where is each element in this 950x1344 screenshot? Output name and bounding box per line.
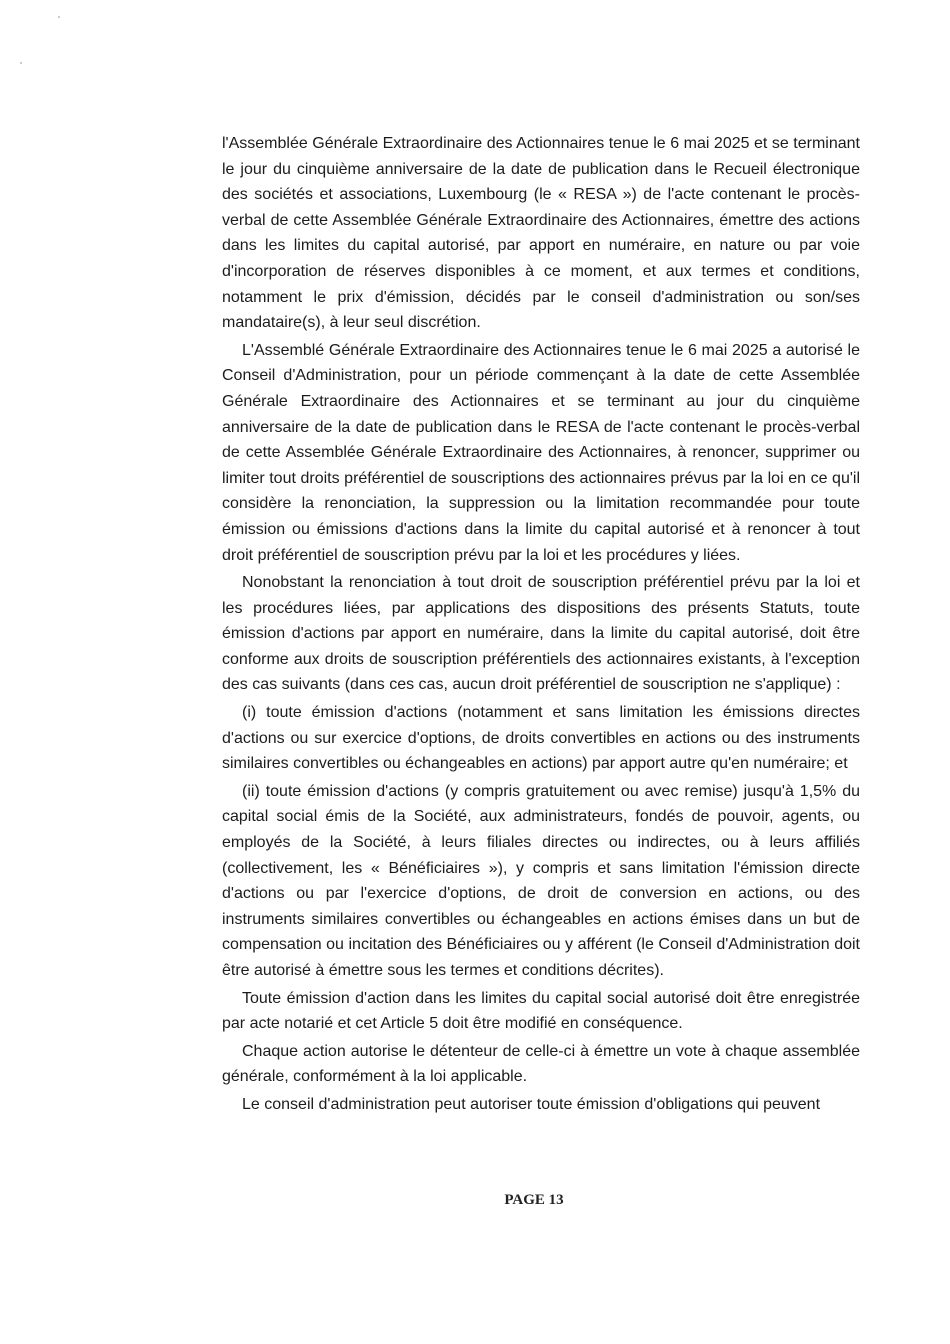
paragraph-exception-i: (i) toute émission d'actions (notamment et sans limitation les émissions directes d'actions ou sur exercice d'options, de droits convertibles en actions ou des instruments similaires convertibles ou échangeables en actions) par apport autre qu'en numéraire; et <box>222 704 860 773</box>
paragraph-continuation: l'Assemblée Générale Extraordinaire des Actionnaires tenue le 6 mai 2025 et se terminant le jour du cinquième anniversaire de la date de publication dans le Recueil électronique des sociétés et associations, Luxembourg (le « RESA ») de l'acte contenant le procès-verbal de cette Assemblée Générale Extraordinaire des Actionnaires, émettre des actions dans les limites du capital autorisé, par apport en numéraire, en nature ou par voie d'incorporation de réserves disponibles à ce moment, et aux termes et conditions, notamment le prix d'émission, décidés par le conseil d'administration ou son/ses mandataire(s), à leur seul discrétion. <box>222 135 860 332</box>
page-number: PAGE 13 <box>504 1192 564 1208</box>
paragraph-exception-ii: (ii) toute émission d'actions (y compris gratuitement ou avec remise) jusqu'à 1,5% du capital social émis de la Société, aux administrateurs, fondés de pouvoir, agents, ou employés de la Société, à leurs filiales directes ou indirectes, ou à leurs affiliés (collectivement, les « Bénéficiaires »), y compris et sans limitation l'émission directe d'actions ou par l'exercice d'options, de droit de conversion en actions, ou des instruments similaires convertibles ou échangeables en actions émises dans un but de compensation ou incitation des Bénéficiaires ou y afférent (le Conseil d'Administration doit être autorisé à émettre sous les termes et conditions décrites). <box>222 782 860 979</box>
paragraph-voting-right: Chaque action autorise le détenteur de celle-ci à émettre un vote à chaque assemblée générale, conformément à la loi applicable. <box>222 1042 860 1086</box>
paragraph-notarial-deed: Toute émission d'action dans les limites du capital social autorisé doit être enregistrée par acte notarié et cet Article 5 doit être modifié en conséquence. <box>222 989 860 1033</box>
document-body <box>222 131 860 1120</box>
paragraph-preferential-rights: Nonobstant la renonciation à tout droit de souscription préférentiel prévu par la loi et les procédures liées, par applications des dispositions des présents Statuts, toute émission d'actions par apport en numéraire, dans la limite du capital autorisé, doit être conforme aux droits de souscription préférentiels des actionnaires existants, à l'exception des cas suivants (dans ces cas, aucun droit préférentiel de souscription ne s'applique) : <box>222 574 860 694</box>
paragraph-authorization: L'Assemblé Générale Extraordinaire des Actionnaires tenue le 6 mai 2025 a autorisé le Conseil d'Administration, pour un période commençant à la date de cette Assemblée Générale Extraordinaire des Actionnaires et se terminant au jour du cinquième anniversaire de la date de publication dans le RESA de l'acte contenant le procès-verbal de cette Assemblée Générale Extraordinaire des Actionnaires, à renoncer, supprimer ou limiter tout droits préférentiel de souscriptions des actionnaires prévus par la loi en ce qu'il considère la renonciation, la suppression ou la limitation recommandée pour toute émission ou émissions d'actions dans la limite du capital autorisé et à renoncer à tout droit préférentiel de souscription prévu par la loi et les procédures y liées. <box>222 341 860 564</box>
scan-speck <box>58 16 60 18</box>
paragraph-bonds: Le conseil d'administration peut autoriser toute émission d'obligations qui peuvent <box>242 1095 821 1113</box>
scan-speck <box>20 62 22 64</box>
